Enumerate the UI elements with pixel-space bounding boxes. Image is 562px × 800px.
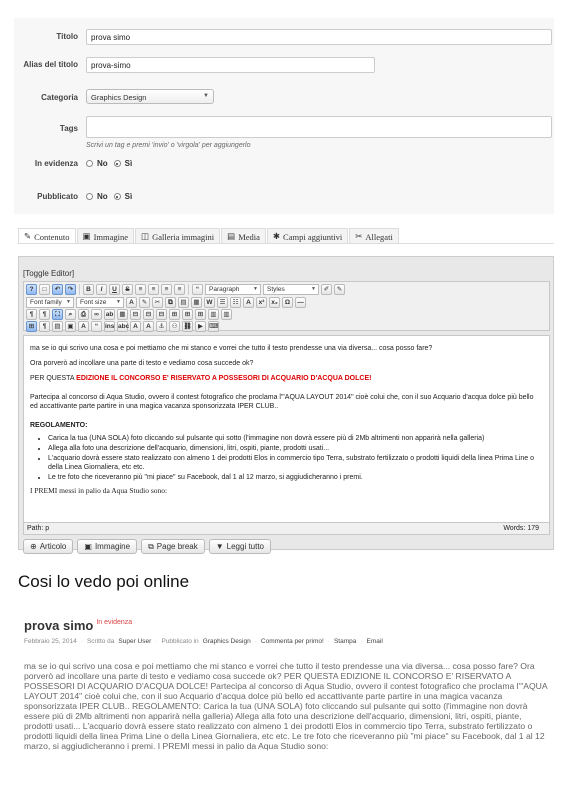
copy-icon[interactable]: ⧉	[165, 297, 176, 308]
col-before-icon[interactable]: ⊞	[169, 309, 180, 320]
paragraph-rtl-icon[interactable]: ¶	[39, 309, 50, 320]
author-prefix: Scritto da	[86, 638, 115, 645]
chevron-down-icon: ▼	[116, 299, 121, 305]
link-icon[interactable]: ⚇	[169, 321, 180, 332]
content-paragraph-2: Ora porverò ad incollare una parte di testo e vediamo cosa succede ok?	[30, 360, 254, 368]
content-regolamento-label: REGOLAMENTO:	[30, 422, 88, 430]
edit-icon: ✎	[24, 231, 32, 241]
print-icon[interactable]: ⎙	[78, 309, 89, 320]
spellcheck-icon[interactable]: ab	[105, 311, 114, 318]
toolbar-row-1	[26, 283, 345, 296]
alias-input[interactable]: prova-simo	[86, 57, 375, 73]
chevron-down-icon: ▼	[66, 299, 71, 305]
email-link[interactable]: Email	[366, 638, 383, 645]
separator	[188, 284, 189, 295]
delete-row-icon[interactable]: ⊟	[156, 309, 167, 320]
meta-separator: ·	[360, 638, 363, 645]
category-select[interactable]	[86, 89, 214, 104]
tab-label: Media	[238, 231, 260, 242]
film-icon: ▤	[227, 231, 236, 241]
search-icon[interactable]: ⌕	[65, 309, 76, 320]
font-family-value: Font family	[30, 299, 62, 306]
featured-badge: In evidenza	[96, 619, 133, 626]
article-title	[24, 618, 132, 633]
split-cells-icon[interactable]: ▥	[221, 309, 232, 320]
list-item: • Carica la tua (UNA SOLA) foto cliccando sul pulsante qui sotto (l'immagine non dovrà essere più di 2Mb altrimenti non apparirà nella galleria)	[48, 434, 543, 443]
tags-hint: Scrivi un tag e premi 'invio' o 'virgola' per aggiungerlo	[86, 142, 251, 149]
font-size-select[interactable]	[76, 297, 124, 308]
visual-aid-icon[interactable]: ⊞	[26, 321, 37, 332]
align-justify-icon[interactable]: ≡	[174, 284, 185, 295]
tab-immagine[interactable]	[77, 228, 135, 244]
editor-statusbar	[23, 523, 550, 535]
styles-select-value: Styles	[267, 286, 285, 293]
published-radios	[86, 192, 132, 201]
radio-checked-icon[interactable]	[114, 160, 121, 167]
content-alert-text: EDIZIONE IL CONCORSO E' RISERVATO A POSSESORI DI ACQUARIO D'ACQUA DOLCE!	[76, 375, 372, 383]
show-blocks-icon[interactable]: ¶	[39, 321, 50, 332]
tab-allegati[interactable]	[349, 228, 399, 244]
col-after-icon[interactable]: ⊞	[182, 309, 193, 320]
meta-separator: ·	[254, 638, 257, 645]
article-button[interactable]	[23, 539, 73, 554]
section-heading: Cosi lo vedo poi online	[18, 572, 190, 591]
meta-separator: ·	[155, 638, 158, 645]
pagebreak-button-label: Page break	[156, 542, 198, 551]
radio-checked-icon[interactable]	[114, 193, 121, 200]
unlink-icon[interactable]: ⛓	[183, 323, 192, 330]
published-no-label: No	[97, 192, 108, 201]
tags-input[interactable]	[86, 116, 552, 138]
help-icon[interactable]: ?	[26, 284, 37, 295]
content-paragraph-1: ma se io qui scrivo una cosa e poi mettiamo che mi stanco e vorrei che tutto il testo prendesse una via diversa... cosa posso fare?	[30, 345, 433, 352]
radio-icon[interactable]	[86, 160, 93, 167]
omega-icon[interactable]: Ω	[282, 297, 293, 308]
featured-label: In evidenza	[34, 159, 78, 168]
article-button-label: Articolo	[39, 542, 67, 551]
image-button[interactable]	[77, 539, 137, 554]
blockquote-icon[interactable]: “	[192, 284, 203, 295]
editor-panel	[18, 256, 554, 550]
readmore-button-label: Leggi tutto	[226, 542, 265, 551]
tab-label: Galleria immagini	[152, 231, 215, 242]
tab-label: Allegati	[365, 231, 393, 242]
article-icon: ⊕	[30, 542, 37, 551]
new-document-icon[interactable]: □	[39, 284, 50, 295]
editor-tabs	[18, 228, 400, 244]
published-yes-option[interactable]	[114, 192, 133, 201]
comment-link[interactable]: Commenta per primo!	[260, 638, 324, 645]
content-paragraph-4: Partecipa al concorso di Aqua Studio, ovvero il contest fotografico che proclama l'"AQUA LAYOUT 2014" cioè colui che, con il suo Acquario d'acqua dolce più bello ed accattivante parte partire in una magica vacanza sponsorizzata IPER CLUB..	[30, 394, 534, 411]
paste-text-icon[interactable]: ▦	[191, 297, 202, 308]
media-icon[interactable]: ▶	[195, 321, 206, 332]
image-insert-icon[interactable]: ▣	[65, 321, 76, 332]
abbr-icon[interactable]: A	[78, 321, 89, 332]
category-select-value: Graphics Design	[91, 93, 147, 102]
template-icon[interactable]: ▤	[52, 321, 63, 332]
meta-separator: ·	[80, 638, 83, 645]
content-p3-prefix: PER QUESTA	[30, 375, 77, 383]
table-icon[interactable]: ▦	[117, 309, 128, 320]
anchor-icon[interactable]: ⚓	[156, 321, 167, 332]
ins-icon[interactable]: ins	[105, 323, 115, 330]
featured-no-option[interactable]	[86, 159, 108, 168]
path-label: Path: p	[27, 525, 50, 532]
cite-icon[interactable]: “	[91, 321, 102, 332]
content-rules-list	[48, 434, 543, 482]
content-paragraph-3	[30, 374, 543, 383]
font-family-select[interactable]	[26, 297, 74, 308]
font-size-up-icon[interactable]: A	[243, 297, 254, 308]
bullet-list-icon[interactable]: ☰	[217, 297, 228, 308]
row-after-icon[interactable]: ⊟	[143, 309, 154, 320]
article-meta	[24, 638, 383, 645]
chevron-down-icon: ▼	[253, 286, 258, 292]
article-title-text[interactable]: prova simo	[24, 618, 94, 633]
chevron-down-icon: ▼	[311, 286, 316, 292]
editor-toolbar	[23, 281, 550, 331]
italic-icon[interactable]: I	[96, 284, 107, 295]
tab-campi[interactable]	[267, 228, 348, 244]
tab-galleria[interactable]	[135, 228, 220, 244]
pagebreak-icon: ⧉	[148, 541, 154, 551]
alias-label: Alias del titolo	[23, 60, 78, 69]
tabs-divider	[18, 243, 554, 244]
highlight-icon[interactable]: ✎	[139, 297, 150, 308]
code-icon[interactable]: ⌨	[209, 323, 219, 330]
align-right-icon[interactable]: ≡	[161, 284, 172, 295]
toolbar-row-4	[26, 320, 219, 333]
image-button-label: Immagine	[94, 542, 131, 551]
format-select-value: Paragraph	[209, 286, 240, 293]
tab-label: Contenuto	[34, 231, 70, 242]
paperclip-icon: ✂	[355, 231, 363, 241]
separator	[79, 284, 80, 295]
published-no-option[interactable]	[86, 192, 108, 201]
format-select[interactable]	[205, 284, 261, 295]
paste-icon[interactable]: ▤	[178, 297, 189, 308]
list-item: • L'acquario dovrà essere stato realizzato con almeno 1 dei prodotti Elos in commercio tipo Terra, substrato fertilizzato o prodotti liquidi della linea Prima Line o della Linea Giornaliera, etc etc.	[48, 454, 543, 472]
delete-col-icon[interactable]: ⊞	[195, 309, 206, 320]
eraser-icon[interactable]: ✎	[334, 284, 345, 295]
numbered-list-icon[interactable]: ☷	[230, 297, 241, 308]
category-label: Categoria	[41, 93, 78, 102]
editor-content[interactable]	[23, 335, 550, 523]
clean-format-icon[interactable]: ✐	[321, 284, 332, 295]
abbr-text-icon[interactable]: abc	[118, 323, 130, 330]
underline-icon[interactable]: U	[109, 284, 120, 295]
readmore-icon: ▼	[215, 542, 224, 551]
tab-contenuto[interactable]	[18, 228, 76, 244]
attributes-icon[interactable]: A	[143, 321, 154, 332]
published-yes-label: Sì	[124, 192, 133, 201]
row-before-icon[interactable]: ⊟	[130, 309, 141, 320]
image-icon: ▣	[84, 542, 92, 551]
meta-separator: ·	[327, 638, 330, 645]
subscript-icon[interactable]: x₂	[269, 297, 280, 308]
category-link[interactable]: Graphics Design	[202, 638, 251, 645]
chevron-down-icon: ▼	[203, 93, 209, 99]
strikethrough-icon[interactable]: S	[122, 284, 133, 295]
title-label: Titolo	[56, 32, 78, 41]
print-link[interactable]: Stampa	[333, 638, 357, 645]
article-date: Febbraio 25, 2014	[24, 638, 77, 645]
superscript-icon[interactable]: x²	[256, 297, 267, 308]
undo-icon[interactable]: ↶	[52, 284, 63, 295]
editor-buttons	[23, 539, 271, 554]
fullscreen-icon[interactable]: ⛶	[52, 309, 63, 320]
radio-icon[interactable]	[86, 193, 93, 200]
category-prefix: Pubblicato in	[161, 638, 199, 645]
merge-cells-icon[interactable]: ▥	[208, 309, 219, 320]
paste-word-icon[interactable]: W	[204, 297, 215, 308]
paragraph-ltr-icon[interactable]: ¶	[26, 309, 37, 320]
cut-icon[interactable]: ✂	[152, 297, 163, 308]
align-left-icon[interactable]: ≡	[135, 284, 146, 295]
list-item: • Allega alla foto una descrizione dell'acquario, dimensioni, litri, ospiti, piante, prodotti usati...	[48, 444, 543, 453]
toggle-editor-link[interactable]: [Toggle Editor]	[23, 269, 75, 278]
bold-icon[interactable]: B	[83, 284, 94, 295]
article-form	[14, 18, 554, 214]
author-link[interactable]: Super User	[118, 638, 152, 645]
text-color-icon[interactable]: A	[126, 297, 137, 308]
readmore-button[interactable]	[209, 539, 271, 554]
redo-icon[interactable]: ↷	[65, 284, 76, 295]
tags-label: Tags	[59, 124, 78, 133]
list-item: • Le tre foto che riceveranno più "mi piace" su Facebook, dal 1 al 12 marzo, si aggiudicheranno i premi.	[48, 473, 543, 482]
binoculars-icon[interactable]: ∞	[91, 309, 102, 320]
tab-media[interactable]	[221, 228, 266, 244]
tab-label: Campi aggiuntivi	[283, 231, 343, 242]
fields-icon: ✱	[272, 231, 281, 241]
title-input[interactable]: prova simo	[86, 29, 552, 45]
word-count: Words: 179	[503, 525, 539, 532]
pagebreak-button[interactable]	[141, 539, 205, 554]
content-premi: I PREMI messi in palio da Aqua Studio sono:	[30, 486, 168, 496]
featured-radios	[86, 159, 132, 168]
font-size-value: Font size	[80, 299, 107, 306]
styles-select[interactable]	[263, 284, 319, 295]
gallery-icon: ◫	[141, 231, 150, 241]
published-label: Pubblicato	[37, 192, 78, 201]
image-icon: ▣	[82, 231, 91, 241]
featured-yes-option[interactable]	[114, 159, 133, 168]
horizontal-rule-icon[interactable]: —	[295, 297, 306, 308]
style-props-icon[interactable]: A	[130, 321, 141, 332]
tab-label: Immagine	[93, 231, 129, 242]
article-body: ma se io qui scrivo una cosa e poi mettiamo che mi stanco e vorrei che tutto il testo prendesse una via diversa... cosa posso fare? Ora porverò ad incollare una parte di testo e vediamo cosa succede ok? PER QUESTA EDIZIONE IL CONCORSO E' RISERVATO A POSSESORI DI ACQUARIO D'ACQUA DOLCE! Partecipa al concorso di Aqua Studio, ovvero il contest fotografico che proclama l'"AQUA LAYOUT 2014" cioè colui che, con il suo Acquario d'acqua dolce più bello ed accattivante parte partire in una magica vacanza sponsorizzata IPER CLUB.. REGOLAMENTO: Carica la tua (UNA SOLA) foto cliccando sul pulsante qui sotto (l'immagine non dovrà essere più di 2Mb altrimenti non apparirà nella galleria) Allega alla foto una descrizione dell'acquario, dimensioni, litri, ospiti, piante, prodotti usati... L'acquario dovrà essere stato realizzato con almeno 1 dei prodotti Elos in commercio tipo Terra, substrato fertilizzato o prodotti liquidi della linea Prima Line o della Linea Giornaliera, etc etc. Le tre foto che riceveranno più "mi piace" su Facebook, dal 1 al 12 marzo, si aggiudicheranno i premi. I PREMI messi in palio da Aqua Studio sono:	[24, 661, 548, 752]
align-center-icon[interactable]: ≡	[148, 284, 159, 295]
featured-yes-label: Sì	[124, 159, 133, 168]
featured-no-label: No	[97, 159, 108, 168]
